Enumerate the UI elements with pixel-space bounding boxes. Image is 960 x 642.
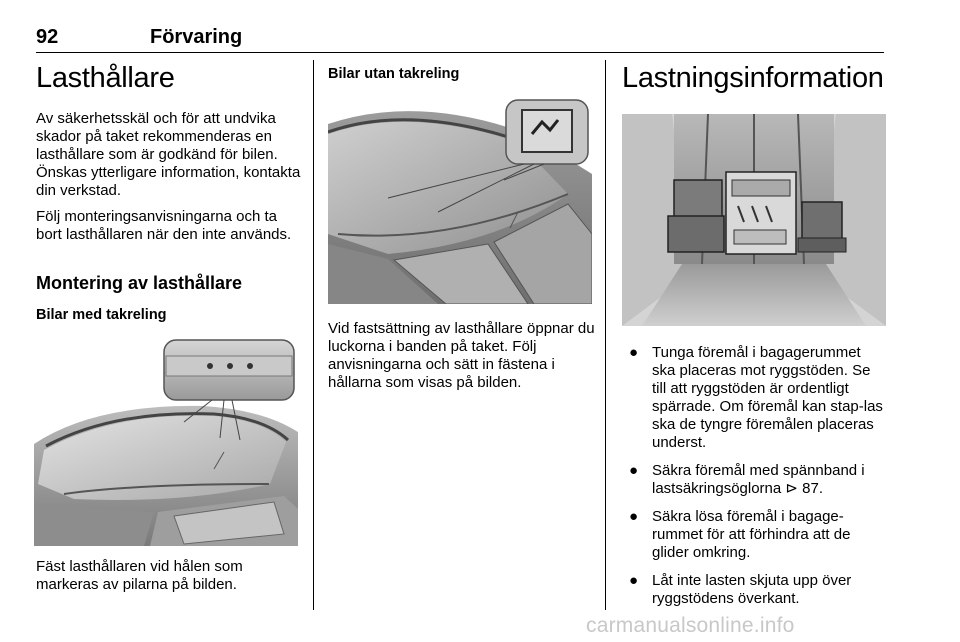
safety-paragraph: Av säkerhetsskäl och för att undvika skador på taket rekommenderas en lasthållare som är godkänd för bilen. Önskas ytterligare information, kontakta din verkstad. [36, 110, 301, 199]
list-item-text: Låt inte lasten skjuta upp över ryggstödens överkant. [652, 572, 852, 607]
column-divider-right [605, 60, 606, 610]
list-item [624, 344, 888, 452]
bullet-dot-icon: ● [629, 462, 639, 479]
mounting-instructions-paragraph: Följ monteringsanvisningarna och ta bort lasthållaren när den inte används. [36, 208, 292, 243]
no-roof-rail-heading: Bilar utan takreling [328, 66, 460, 82]
bullet-dot-icon: ● [629, 508, 639, 525]
car-with-roof-rail-illustration [34, 334, 298, 546]
list-item-text: Tunga föremål i bagagerummet ska placeras mot ryggstöden. Se till att ryggstöden är ordentligt spärrade. Om föremål kan stap-las ska de tyngre föremålen placeras underst. [652, 344, 883, 451]
list-item-text: Säkra lösa föremål i bagage-rummet för att förhindra att de glider omkring. [652, 508, 851, 561]
no-roof-rail-caption: Vid fastsättning av lasthållare öppnar du luckorna i banden på taket. Följ anvisningarna och sätt in fästena i hållarna som visas på bilden. [328, 320, 595, 391]
loading-tips-list [624, 344, 888, 618]
bullet-dot-icon: ● [629, 572, 639, 589]
page-header [36, 24, 884, 53]
column-divider-left [313, 60, 314, 610]
loading-info-title: Lastningsinformation [622, 62, 884, 94]
bullet-dot-icon: ● [629, 344, 639, 361]
cargo-area-illustration [622, 114, 886, 326]
list-item [624, 508, 888, 562]
roof-rack-title: Lasthållare [36, 62, 175, 94]
car-without-roof-rail-illustration [328, 94, 592, 304]
watermark: carmanualsonline.info [586, 614, 795, 637]
mounting-heading: Montering av lasthållare [36, 273, 243, 293]
list-item [624, 462, 888, 498]
list-item-text: Säkra föremål med spännband i lastsäkringsöglorna ⊳ 87. [652, 462, 865, 497]
section-title: Förvaring [150, 26, 243, 48]
roof-rail-heading: Bilar med takreling [36, 307, 167, 323]
list-item [624, 572, 888, 608]
roof-rail-caption: Fäst lasthållaren vid hålen som markeras av pilarna på bilden. [36, 558, 243, 593]
page-number: 92 [36, 26, 59, 48]
